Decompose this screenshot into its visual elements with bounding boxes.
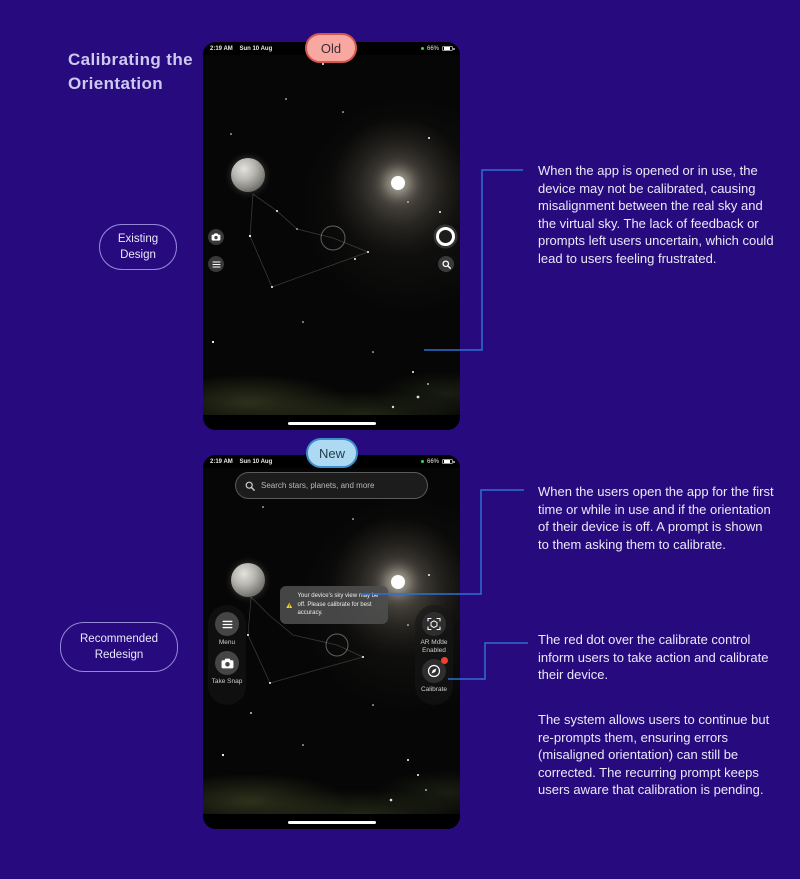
calibrate-label: Calibrate — [420, 686, 447, 693]
old-version-badge: Old — [305, 33, 357, 63]
calibrate-alert-dot — [441, 657, 448, 664]
hamburger-icon — [222, 620, 233, 629]
search-button[interactable] — [438, 256, 454, 272]
calibration-prompt-text: Your device's sky view may be off. Please calibrate for best accuracy. — [297, 593, 379, 617]
horizon-clouds — [203, 725, 460, 815]
annotation-old-problem: When the app is opened or in use, the device may not be calibrated, causing misalignment between the real sky and the virtual sky. The lack of feedback or prompts left users uncertain, which could lead to users feeling frustrated. — [538, 163, 774, 266]
camera-icon — [211, 233, 221, 241]
recording-dot-icon — [421, 460, 424, 463]
rendered-moon — [231, 158, 265, 192]
menu-button[interactable] — [215, 612, 239, 636]
battery-percent: 66% — [426, 45, 439, 52]
bottom-bar — [203, 415, 460, 430]
take-snap-button[interactable] — [215, 651, 239, 675]
real-moon — [391, 575, 405, 589]
ar-mode-button[interactable] — [422, 612, 446, 636]
page-title: Calibrating the Orientation — [68, 50, 194, 93]
new-app-screenshot — [203, 455, 460, 829]
existing-design-label: Existing Design — [99, 224, 177, 270]
ar-mode-label: AR Mode Enabled — [420, 639, 448, 654]
status-time: 2:19 AM — [210, 458, 233, 465]
recording-dot-icon — [421, 47, 424, 50]
status-date: Sun 10 Aug — [239, 45, 273, 52]
hamburger-icon — [212, 261, 221, 268]
bottom-bar — [203, 814, 460, 829]
search-bar[interactable] — [235, 472, 428, 499]
left-control-panel — [208, 605, 246, 705]
warning-triangle-icon — [286, 599, 292, 612]
calibration-prompt — [280, 586, 388, 624]
annotation-red-dot: The red dot over the calibrate control inform users to take action and calibrate their device. — [538, 632, 769, 682]
recommended-redesign-label: Recommended Redesign — [60, 622, 178, 672]
status-time: 2:19 AM — [210, 45, 233, 52]
annotation-prompt: When the users open the app for the first time or while in use and if the orientation of their device is off. A prompt is shown to them asking them to calibrate. — [538, 484, 774, 552]
search-input[interactable] — [261, 481, 418, 490]
connector-red-dot — [448, 643, 528, 679]
rendered-moon — [231, 563, 265, 597]
ar-cube-icon — [427, 617, 441, 631]
battery-icon — [442, 459, 453, 465]
battery-percent: 66% — [426, 458, 439, 465]
compass-icon — [427, 664, 441, 678]
focus-ring-button[interactable] — [436, 227, 455, 246]
home-indicator[interactable] — [288, 821, 376, 825]
calibrate-button[interactable] — [422, 659, 446, 683]
new-version-badge: New — [306, 438, 358, 468]
magnifier-icon — [245, 481, 255, 491]
battery-icon — [442, 46, 453, 52]
real-moon — [391, 176, 405, 190]
take-snap-label: Take Snap — [211, 678, 243, 685]
home-indicator[interactable] — [288, 422, 376, 426]
old-app-screenshot — [203, 42, 460, 430]
right-control-panel — [415, 605, 453, 705]
camera-icon — [221, 658, 234, 669]
menu-label: Menu — [218, 639, 236, 646]
camera-button[interactable] — [208, 229, 224, 245]
status-date: Sun 10 Aug — [239, 458, 273, 465]
magnifier-icon — [442, 260, 451, 269]
annotation-reprompt: The system allows users to continue but re-prompts them, ensuring errors (misaligned orientation) can still be corrected. The recurring prompt keeps users aware that calibration is pending. — [538, 712, 770, 797]
horizon-clouds — [203, 326, 460, 416]
menu-button[interactable] — [208, 256, 224, 272]
